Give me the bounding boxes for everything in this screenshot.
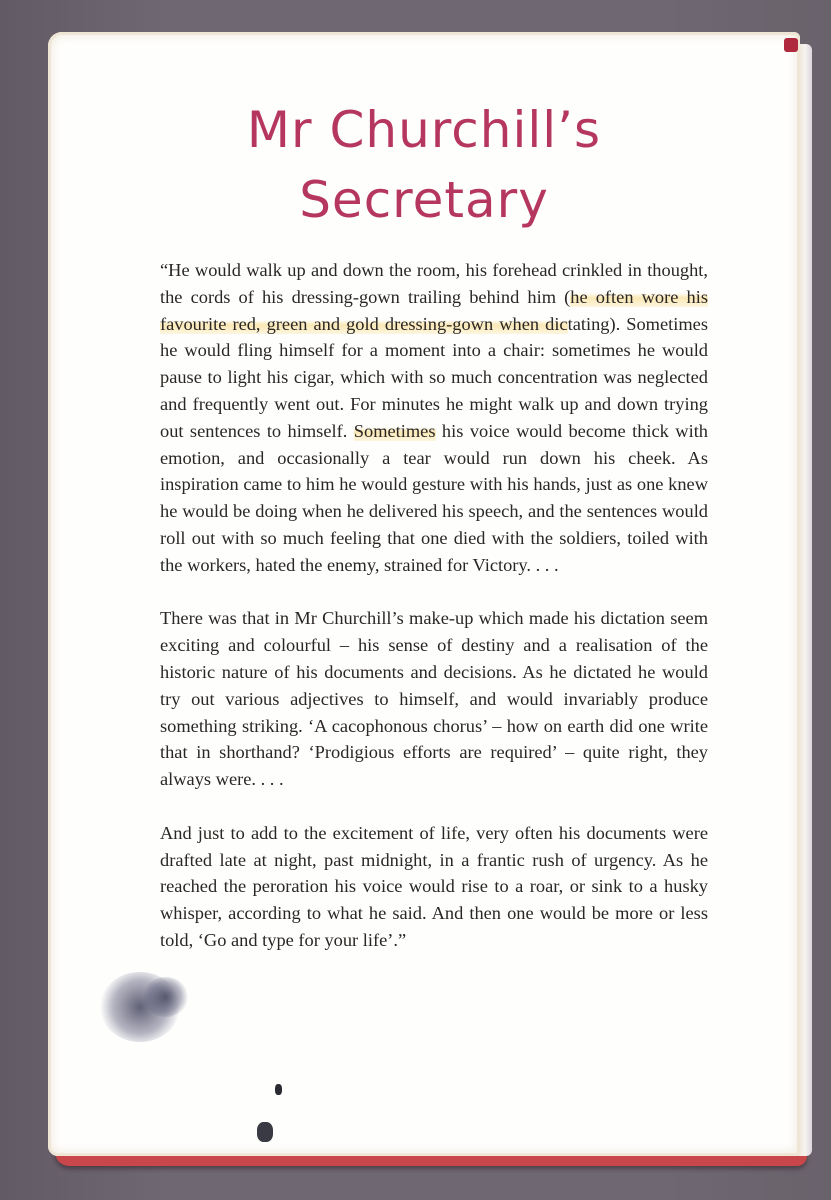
book-title-line-2: Secretary (299, 171, 549, 229)
book-back-cover (48, 32, 800, 1156)
ink-spot (275, 1084, 282, 1095)
ink-spot (257, 1122, 273, 1142)
blurb-paragraph-3 (160, 820, 708, 954)
book-side-edge (798, 44, 812, 1156)
highlighted-text-segment: Sometimes (353, 420, 436, 441)
blurb-paragraph-2 (160, 605, 708, 793)
blurb-paragraph-1 (160, 257, 708, 579)
book-title-line-1: Mr Churchill’s (246, 101, 602, 159)
blurb-text (160, 257, 708, 981)
highlighted-text-segment: he often wore his favourite red, green and gold dressing-gown when dic (160, 286, 708, 334)
text-segment: tating). Sometimes he would fling himself for a moment into a chair: sometimes he would pause to light his cigar, which with so much concentration was neglected and frequently went out. For minutes he might walk up and down trying out sentences to himself. (160, 313, 708, 441)
text-segment: There was that in Mr Churchill’s make-up which made his dictation seem exciting and colourful – his sense of destiny and a realisation of the historic nature of his documents and decisions. As he dictated he would try out various adjectives to himself, and would invariably produce something striking. ‘A cacophonous chorus’ – how on earth did one write that in shorthand? ‘Prodigious efforts are required’ – quite right, they always were. . . . (160, 608, 708, 790)
spine-corner-tab (784, 38, 798, 52)
text-segment: “He would walk up and down the room, his forehead crinkled in thought, the cords of his dressing-gown trailing behind him ( (160, 260, 708, 307)
text-segment: And just to add to the excitement of life, very often his documents were drafted late at night, past midnight, in a frantic rush of urgency. As he reached the peroration his voice would rise to a roar, or sink to a husky whisper, according to what he said. And then one would be more or less told, ‘Go and type for your life’.” (160, 822, 708, 950)
text-segment: his voice would become thick with emotion, and occasionally a tear would run down his cheek. As inspiration came to him he would gesture with his hands, just as one knew he would be doing when he delivered his speech, and the sentences would roll out with so much feeling that one died with the soldiers, toiled with the workers, hated the enemy, strained for Victory. . . . (160, 420, 708, 575)
ink-stain (143, 977, 188, 1017)
